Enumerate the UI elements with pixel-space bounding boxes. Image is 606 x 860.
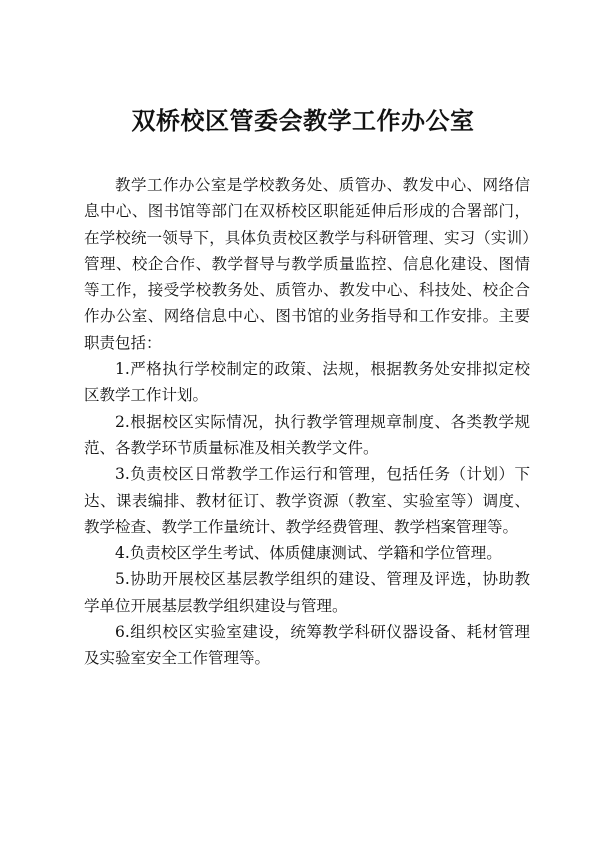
duty-item-3: 3.负责校区日常教学工作运行和管理，包括任务（计划）下达、课表编排、教材征订、教学资源（教室、实验室等）调度、教学检查、教学工作量统计、教学经费管理、教学档案管理等。 (84, 465, 530, 536)
document-body (84, 172, 530, 672)
intro-paragraph: 教学工作办公室是学校教务处、质管办、教发中心、网络信息中心、图书馆等部门在双桥校区职能延伸后形成的合署部门，在学校统一领导下，具体负责校区教学与科研管理、实习（实训）管理、校企合作、教学督导与教学质量监控、信息化建设、图情等工作，接受学校教务处、质管办、教发中心、科技处、校企合作办公室、网络信息中心、图书馆的业务指导和工作安排。主要职责包括： (84, 176, 530, 352)
duty-item-6: 6.组织校区实验室建设，统筹教学科研仪器设备、耗材管理及实验室安全工作管理等。 (84, 623, 530, 668)
page-title: 双桥校区管委会教学工作办公室 (131, 106, 475, 135)
duty-item-4: 4.负责校区学生考试、体质健康测试、学籍和学位管理。 (115, 544, 502, 563)
duty-item-2: 2.根据校区实际情况，执行教学管理规章制度、各类教学规范、各教学环节质量标准及相关教学文件。 (84, 412, 530, 457)
duty-item-1: 1.严格执行学校制定的政策、法规，根据教务处安排拟定校区教学工作计划。 (84, 360, 530, 405)
duty-item-5: 5.协助开展校区基层教学组织的建设、管理及评选，协助教学单位开展基层教学组织建设与管理。 (84, 570, 530, 615)
